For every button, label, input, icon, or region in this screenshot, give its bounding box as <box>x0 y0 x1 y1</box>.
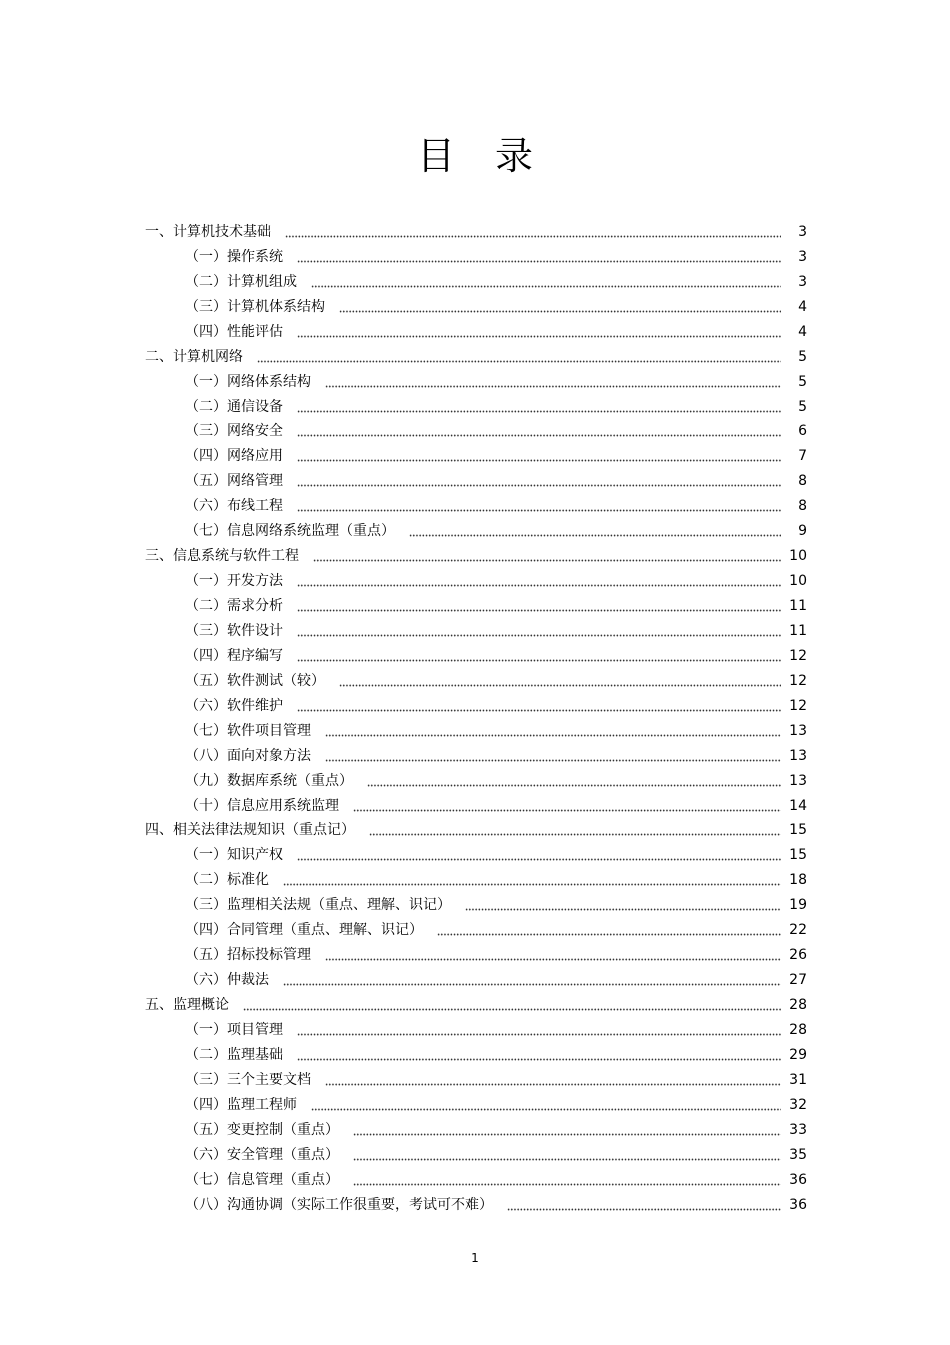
toc-entry-page: 28 <box>789 997 807 1013</box>
toc-entry-page: 4 <box>798 298 807 315</box>
toc-entry-page: 18 <box>789 872 807 889</box>
dot-leader <box>311 274 781 288</box>
toc-chapter-entry[interactable] <box>145 341 807 366</box>
toc-entry-page: 7 <box>798 448 807 465</box>
toc-entry-label: （二）需求分析 <box>185 598 283 614</box>
dot-leader <box>311 1097 781 1111</box>
toc-entry-page: 22 <box>789 922 807 939</box>
toc-entry-page: 27 <box>789 972 807 989</box>
toc-chapter-entry[interactable] <box>145 989 807 1014</box>
dot-leader <box>297 623 781 637</box>
dot-leader <box>297 324 781 338</box>
toc-entry-label: （六）仲裁法 <box>185 972 269 989</box>
dot-leader <box>353 1172 781 1186</box>
toc-entry-label: （四）监理工程师 <box>185 1096 297 1113</box>
toc-section-entry[interactable] <box>145 715 807 740</box>
toc-entry-label: 五、监理概论 <box>145 997 229 1013</box>
toc-entry-label: （九）数据库系统（重点） <box>185 772 353 789</box>
dot-leader <box>437 922 781 936</box>
dot-leader <box>283 972 781 986</box>
toc-section-entry[interactable] <box>145 640 807 665</box>
toc-entry-page: 33 <box>789 1121 807 1138</box>
toc-section-entry[interactable] <box>145 864 807 889</box>
toc-section-entry[interactable] <box>145 1114 807 1139</box>
dot-leader <box>297 847 781 861</box>
toc-entry-page: 6 <box>798 423 807 440</box>
toc-entry-label: 一、计算机技术基础 <box>145 223 271 240</box>
dot-leader <box>297 1022 781 1036</box>
toc-section-entry[interactable] <box>145 291 807 316</box>
toc-entry-page: 5 <box>798 398 807 415</box>
toc-section-entry[interactable] <box>145 889 807 914</box>
toc-entry-label: （四）网络应用 <box>185 448 283 465</box>
dot-leader <box>409 523 781 537</box>
dot-leader <box>353 798 781 812</box>
dot-leader <box>369 822 781 836</box>
toc-section-entry[interactable] <box>145 490 807 515</box>
dot-leader <box>297 473 781 487</box>
dot-leader <box>297 423 781 437</box>
toc-entry-label: （三）三个主要文档 <box>185 1071 311 1088</box>
toc-entry-label: （七）软件项目管理 <box>185 722 311 739</box>
dot-leader <box>285 224 781 238</box>
toc-entry-label: （八）沟通协调（实际工作很重要，考试可不难） <box>185 1196 493 1213</box>
toc-entry-page: 3 <box>798 248 807 265</box>
page-title: 目录 <box>416 134 573 178</box>
toc-entry-page: 8 <box>798 473 807 490</box>
toc-section-entry[interactable] <box>145 914 807 939</box>
dot-leader <box>339 673 781 687</box>
dot-leader <box>325 748 781 762</box>
toc-section-entry[interactable] <box>145 316 807 341</box>
toc-entry-page: 29 <box>789 1046 807 1063</box>
toc-entry-label: （四）合同管理（重点、理解、识记） <box>185 922 423 939</box>
toc-entry-page: 11 <box>789 598 807 614</box>
toc-section-entry[interactable] <box>145 765 807 790</box>
toc-entry-page: 19 <box>789 897 807 914</box>
toc-entry-label: （三）软件设计 <box>185 622 283 639</box>
toc-entry-page: 31 <box>789 1071 807 1088</box>
toc-entry-label: （一）项目管理 <box>185 1021 283 1038</box>
toc-entry-page: 14 <box>789 797 807 814</box>
dot-leader <box>297 1047 781 1061</box>
toc-section-entry[interactable] <box>145 740 807 765</box>
dot-leader <box>257 349 781 363</box>
toc-section-entry[interactable] <box>145 1089 807 1114</box>
toc-entry-label: （十）信息应用系统监理 <box>185 797 339 814</box>
toc-chapter-entry[interactable] <box>145 815 807 840</box>
toc-entry-page: 13 <box>789 747 807 764</box>
toc-section-entry[interactable] <box>145 790 807 815</box>
toc-entry-page: 15 <box>789 847 807 864</box>
toc-entry-page: 5 <box>798 373 807 390</box>
toc-entry-page: 4 <box>798 323 807 340</box>
dot-leader <box>297 249 781 263</box>
toc-entry-label: （二）通信设备 <box>185 398 283 415</box>
toc-section-entry[interactable] <box>145 1064 807 1089</box>
toc-entry-label: （一）操作系统 <box>185 248 283 265</box>
toc-entry-label: （三）监理相关法规（重点、理解、识记） <box>185 897 451 914</box>
dot-leader <box>339 299 781 313</box>
toc-entry-label: （一）网络体系结构 <box>185 373 311 390</box>
toc-entry-page: 26 <box>789 947 807 964</box>
toc-section-entry[interactable] <box>145 266 807 291</box>
dot-leader <box>325 374 781 388</box>
dot-leader <box>297 648 781 662</box>
toc-entry-label: （六）安全管理（重点） <box>185 1146 339 1163</box>
toc-section-entry[interactable] <box>145 615 807 640</box>
toc-entry-label: （七）信息网络系统监理（重点） <box>185 523 395 540</box>
toc-entry-label: （一）知识产权 <box>185 847 283 864</box>
toc-section-entry[interactable] <box>145 690 807 715</box>
toc-entry-page: 36 <box>789 1196 807 1213</box>
toc-section-entry[interactable] <box>145 590 807 615</box>
toc-entry-label: 二、计算机网络 <box>145 348 243 365</box>
page-number: 1 <box>471 1251 479 1265</box>
toc-entry-label: （二）计算机组成 <box>185 273 297 290</box>
toc-section-entry[interactable] <box>145 1139 807 1164</box>
toc-entry-page: 32 <box>789 1096 807 1113</box>
dot-leader <box>297 399 781 413</box>
toc-entry-page: 36 <box>789 1171 807 1188</box>
toc-entry-page: 13 <box>789 722 807 739</box>
toc-entry-page: 3 <box>798 223 807 240</box>
toc-entry-page: 10 <box>789 548 807 565</box>
toc-entry-label: （五）软件测试（较） <box>185 672 325 689</box>
toc-section-entry[interactable] <box>145 1039 807 1064</box>
toc-entry-page: 3 <box>798 273 807 290</box>
dot-leader <box>353 1147 781 1161</box>
toc-entry-label: （三）网络安全 <box>185 423 283 440</box>
toc-section-entry[interactable] <box>145 964 807 989</box>
toc-chapter-entry[interactable] <box>145 216 807 241</box>
toc-section-entry[interactable] <box>145 839 807 864</box>
dot-leader <box>283 872 781 886</box>
dot-leader <box>325 947 781 961</box>
toc-entry-label: （二）监理基础 <box>185 1046 283 1063</box>
toc-entry-page: 10 <box>789 573 807 590</box>
dot-leader <box>507 1197 781 1211</box>
dot-leader <box>465 897 781 911</box>
toc-entry-label: （七）信息管理（重点） <box>185 1171 339 1188</box>
toc-entry-label: （六）布线工程 <box>185 498 283 515</box>
dot-leader <box>297 498 781 512</box>
toc-entry-page: 11 <box>789 622 807 639</box>
dot-leader <box>297 698 781 712</box>
toc-entry-label: （五）网络管理 <box>185 473 283 490</box>
toc-section-entry[interactable] <box>145 1189 807 1214</box>
dot-leader <box>297 598 781 612</box>
dot-leader <box>325 1072 781 1086</box>
toc-entry-label: （四）程序编写 <box>185 647 283 664</box>
dot-leader <box>243 997 781 1011</box>
toc-entry-label: （五）变更控制（重点） <box>185 1121 339 1138</box>
toc-section-entry[interactable] <box>145 665 807 690</box>
toc-entry-page: 9 <box>798 523 807 540</box>
toc-entry-label: （八）面向对象方法 <box>185 747 311 764</box>
toc-section-entry[interactable] <box>145 515 807 540</box>
dot-leader <box>297 573 781 587</box>
dot-leader <box>353 1122 781 1136</box>
toc-entry-page: 12 <box>789 647 807 664</box>
table-of-contents <box>145 216 807 1214</box>
toc-entry-label: （一）开发方法 <box>185 573 283 590</box>
dot-leader <box>297 448 781 462</box>
toc-entry-page: 15 <box>789 822 807 839</box>
toc-entry-label: （三）计算机体系结构 <box>185 298 325 315</box>
toc-entry-label: （六）软件维护 <box>185 697 283 714</box>
toc-entry-page: 12 <box>789 697 807 714</box>
dot-leader <box>313 548 781 562</box>
toc-section-entry[interactable] <box>145 1164 807 1189</box>
toc-entry-page: 8 <box>798 498 807 515</box>
toc-section-entry[interactable] <box>145 1014 807 1039</box>
toc-entry-label: 四、相关法律法规知识（重点记） <box>145 822 355 839</box>
toc-section-entry[interactable] <box>145 241 807 266</box>
toc-entry-page: 35 <box>789 1146 807 1163</box>
toc-section-entry[interactable] <box>145 440 807 465</box>
toc-entry-label: 三、信息系统与软件工程 <box>145 548 299 565</box>
toc-section-entry[interactable] <box>145 366 807 391</box>
toc-section-entry[interactable] <box>145 465 807 490</box>
toc-entry-label: （五）招标投标管理 <box>185 947 311 964</box>
toc-section-entry[interactable] <box>145 391 807 416</box>
toc-section-entry[interactable] <box>145 939 807 964</box>
dot-leader <box>325 723 781 737</box>
dot-leader <box>367 773 781 787</box>
toc-entry-page: 28 <box>789 1021 807 1038</box>
toc-section-entry[interactable] <box>145 565 807 590</box>
toc-chapter-entry[interactable] <box>145 540 807 565</box>
toc-entry-page: 12 <box>789 672 807 689</box>
toc-entry-label: （四）性能评估 <box>185 323 283 340</box>
toc-entry-page: 5 <box>798 348 807 365</box>
toc-section-entry[interactable] <box>145 416 807 441</box>
toc-entry-label: （二）标准化 <box>185 872 269 889</box>
toc-entry-page: 13 <box>789 772 807 789</box>
